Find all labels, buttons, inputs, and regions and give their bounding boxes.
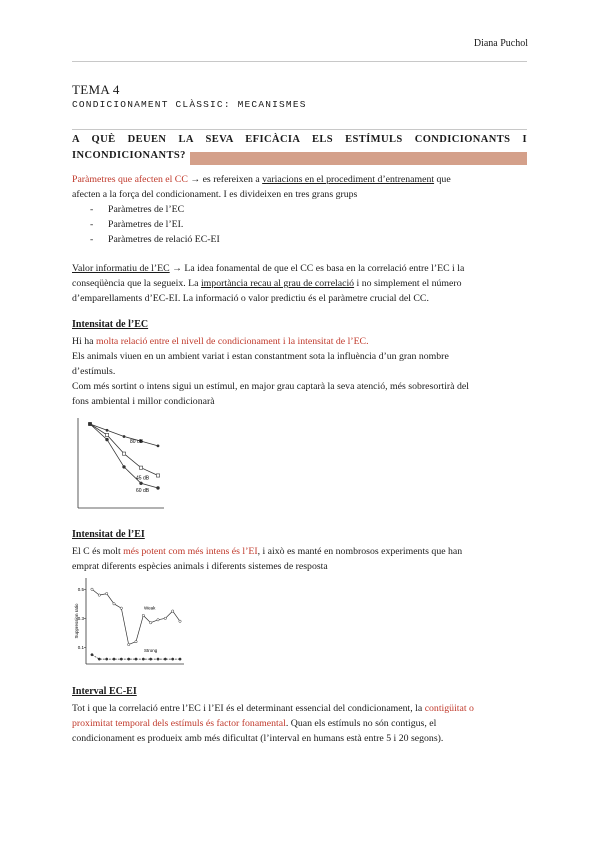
y-tick-label: 0.5 xyxy=(77,586,84,592)
interval-line3: condicionament es produeix amb més dificultat (l’interval en humans està entre 5 i 20 segons). xyxy=(72,733,444,744)
heading-intensitat-ec: Intensitat de l’EC xyxy=(72,319,149,330)
chart-intensitat-ei xyxy=(72,574,188,670)
y-axis-label: Suppression ratio xyxy=(74,603,79,639)
data-point xyxy=(135,658,137,660)
data-point xyxy=(105,438,108,441)
section-highlight-bar xyxy=(190,152,527,165)
intensitat-ec-line2: Els animals viuen en un ambient variat i estan constantment sota la influència d’un gran nombre xyxy=(72,351,449,362)
data-point xyxy=(157,658,159,660)
intensitat-ec-line1 xyxy=(72,334,369,349)
interval-highlight-a: contigüitat o xyxy=(424,703,474,714)
intensitat-ei-l1-a: El C és molt xyxy=(72,546,124,557)
intensitat-ei-l1-b: , i això es manté en nombrosos experiments que han xyxy=(257,546,463,557)
data-point xyxy=(122,465,125,468)
data-point xyxy=(98,594,100,596)
series-line-0 xyxy=(90,424,158,446)
intensitat-ec-line3: d’estímuls. xyxy=(72,366,116,377)
data-point xyxy=(120,658,122,660)
interval-line2 xyxy=(72,716,436,731)
data-point xyxy=(179,658,181,660)
data-point xyxy=(157,619,159,621)
paragraph-parametres-line1 xyxy=(72,172,451,187)
data-point xyxy=(171,658,173,660)
legend-label: 45 dB xyxy=(136,475,150,482)
data-point xyxy=(156,474,159,477)
intensitat-ec-line4: Com més sortint o intens sigui un estímul, en major grau captarà la seva atenció, més sobresortirà del xyxy=(72,381,469,392)
intensitat-ei-line1 xyxy=(72,544,462,559)
intensitat-ec-l1-a: Hi ha xyxy=(72,336,96,347)
bullet-dash: - xyxy=(90,204,94,215)
valor-line2-a: conseqüència que la segueix. La xyxy=(72,278,201,289)
data-point xyxy=(164,617,166,619)
legend-label: 80 dB xyxy=(130,438,144,445)
parametres-end: que xyxy=(434,174,451,185)
list-item: Paràmetres de relació EC-EI xyxy=(108,234,220,245)
data-point xyxy=(88,422,91,425)
data-point xyxy=(98,658,100,660)
data-point xyxy=(135,640,137,642)
parametres-underlined: variacions en el procediment d’entrenament xyxy=(262,174,435,185)
series-line-0 xyxy=(92,589,180,644)
parametres-arrow-text: → es refereixen a xyxy=(187,174,263,185)
paragraph-parametres-line2: afecten a la força del condicionament. I es divideixen en tres grans grups xyxy=(72,189,358,200)
paragraph-valor-line2 xyxy=(72,276,462,291)
bullet-dash: - xyxy=(90,219,94,230)
y-tick-label: 0.3 xyxy=(77,615,84,621)
data-point xyxy=(127,658,129,660)
heading-intensitat-ei: Intensitat de l’EI xyxy=(72,529,145,540)
legend-label: 60 dB xyxy=(136,487,150,494)
data-point xyxy=(139,482,142,485)
interval-highlight-b: proximitat temporal dels estímuls és factor fonamental xyxy=(72,718,286,729)
chart-intensitat-ec xyxy=(72,410,172,515)
parametres-term: Paràmetres que afecten el CC xyxy=(72,174,188,185)
data-point xyxy=(123,435,126,438)
data-point xyxy=(105,433,108,436)
interval-l2-b: . Quan els estímuls no són contigus, el xyxy=(285,718,437,729)
data-point xyxy=(149,622,151,624)
intensitat-ei-highlight: més potent com més intens és l’EI xyxy=(123,546,258,557)
valor-term: Valor informatiu de l’EC xyxy=(72,263,170,274)
legend-label: Weak xyxy=(144,605,156,611)
paragraph-valor-line3: d’emparellaments d’EC-EI. La informació o valor predictiu és el paràmetre crucial del CC. xyxy=(72,293,429,304)
interval-l1-a: Tot i que la correlació entre l’EC i l’EI és el determinant essencial del condicionament, la xyxy=(72,703,425,714)
page-title: TEMA 4 xyxy=(72,82,120,97)
valor-line2-underlined: importància recau al grau de correlació xyxy=(200,278,355,289)
data-point xyxy=(142,614,144,616)
bullet-dash: - xyxy=(90,234,94,245)
paragraph-valor-line1 xyxy=(72,261,464,276)
data-point xyxy=(127,643,129,645)
data-point xyxy=(122,452,125,455)
section-question-line1: A QUÈ DEUEN LA SEVA EFICÀCIA ELS ESTÍMULS CONDICIONANTS I xyxy=(72,134,527,145)
data-point xyxy=(105,658,107,660)
page-subtitle: CONDICIONAMENT CLÀSSIC: MECANISMES xyxy=(72,99,307,110)
list-item: Paràmetres de l’EC xyxy=(108,204,185,215)
data-point xyxy=(120,607,122,609)
intensitat-ec-highlight: molta relació entre el nivell de condicionament i la intensitat de l’EC. xyxy=(95,336,369,347)
interval-line1 xyxy=(72,701,474,716)
valor-rest: → La idea fonamental de que el CC es basa en la correlació entre l’EC i la xyxy=(169,263,465,274)
intensitat-ec-line5: fons ambiental i millor condicionarà xyxy=(72,396,215,407)
data-point xyxy=(142,658,144,660)
data-point xyxy=(105,592,107,594)
data-point xyxy=(156,486,159,489)
data-point xyxy=(149,658,151,660)
section-question-line2: INCONDICIONANTS? xyxy=(72,150,186,161)
data-point xyxy=(171,610,173,612)
data-point xyxy=(113,603,115,605)
section-divider xyxy=(72,129,527,130)
data-point xyxy=(164,658,166,660)
valor-line2-b: i no simplement el número xyxy=(354,278,462,289)
data-point xyxy=(106,429,109,432)
intensitat-ei-line2: emprat diferents espècies animals i diferents sistemes de resposta xyxy=(72,561,328,572)
data-point xyxy=(113,658,115,660)
y-tick-label: 0.1 xyxy=(77,644,84,650)
data-point xyxy=(139,466,142,469)
data-point xyxy=(91,588,93,590)
data-point xyxy=(157,444,160,447)
header-divider xyxy=(72,61,527,62)
legend-label: Strong xyxy=(144,647,158,653)
heading-interval: Interval EC-EI xyxy=(72,686,137,697)
list-item: Paràmetres de l’EI. xyxy=(108,219,184,230)
data-point xyxy=(179,620,181,622)
author-name: Diana Puchol xyxy=(473,38,528,49)
data-point xyxy=(91,654,93,656)
